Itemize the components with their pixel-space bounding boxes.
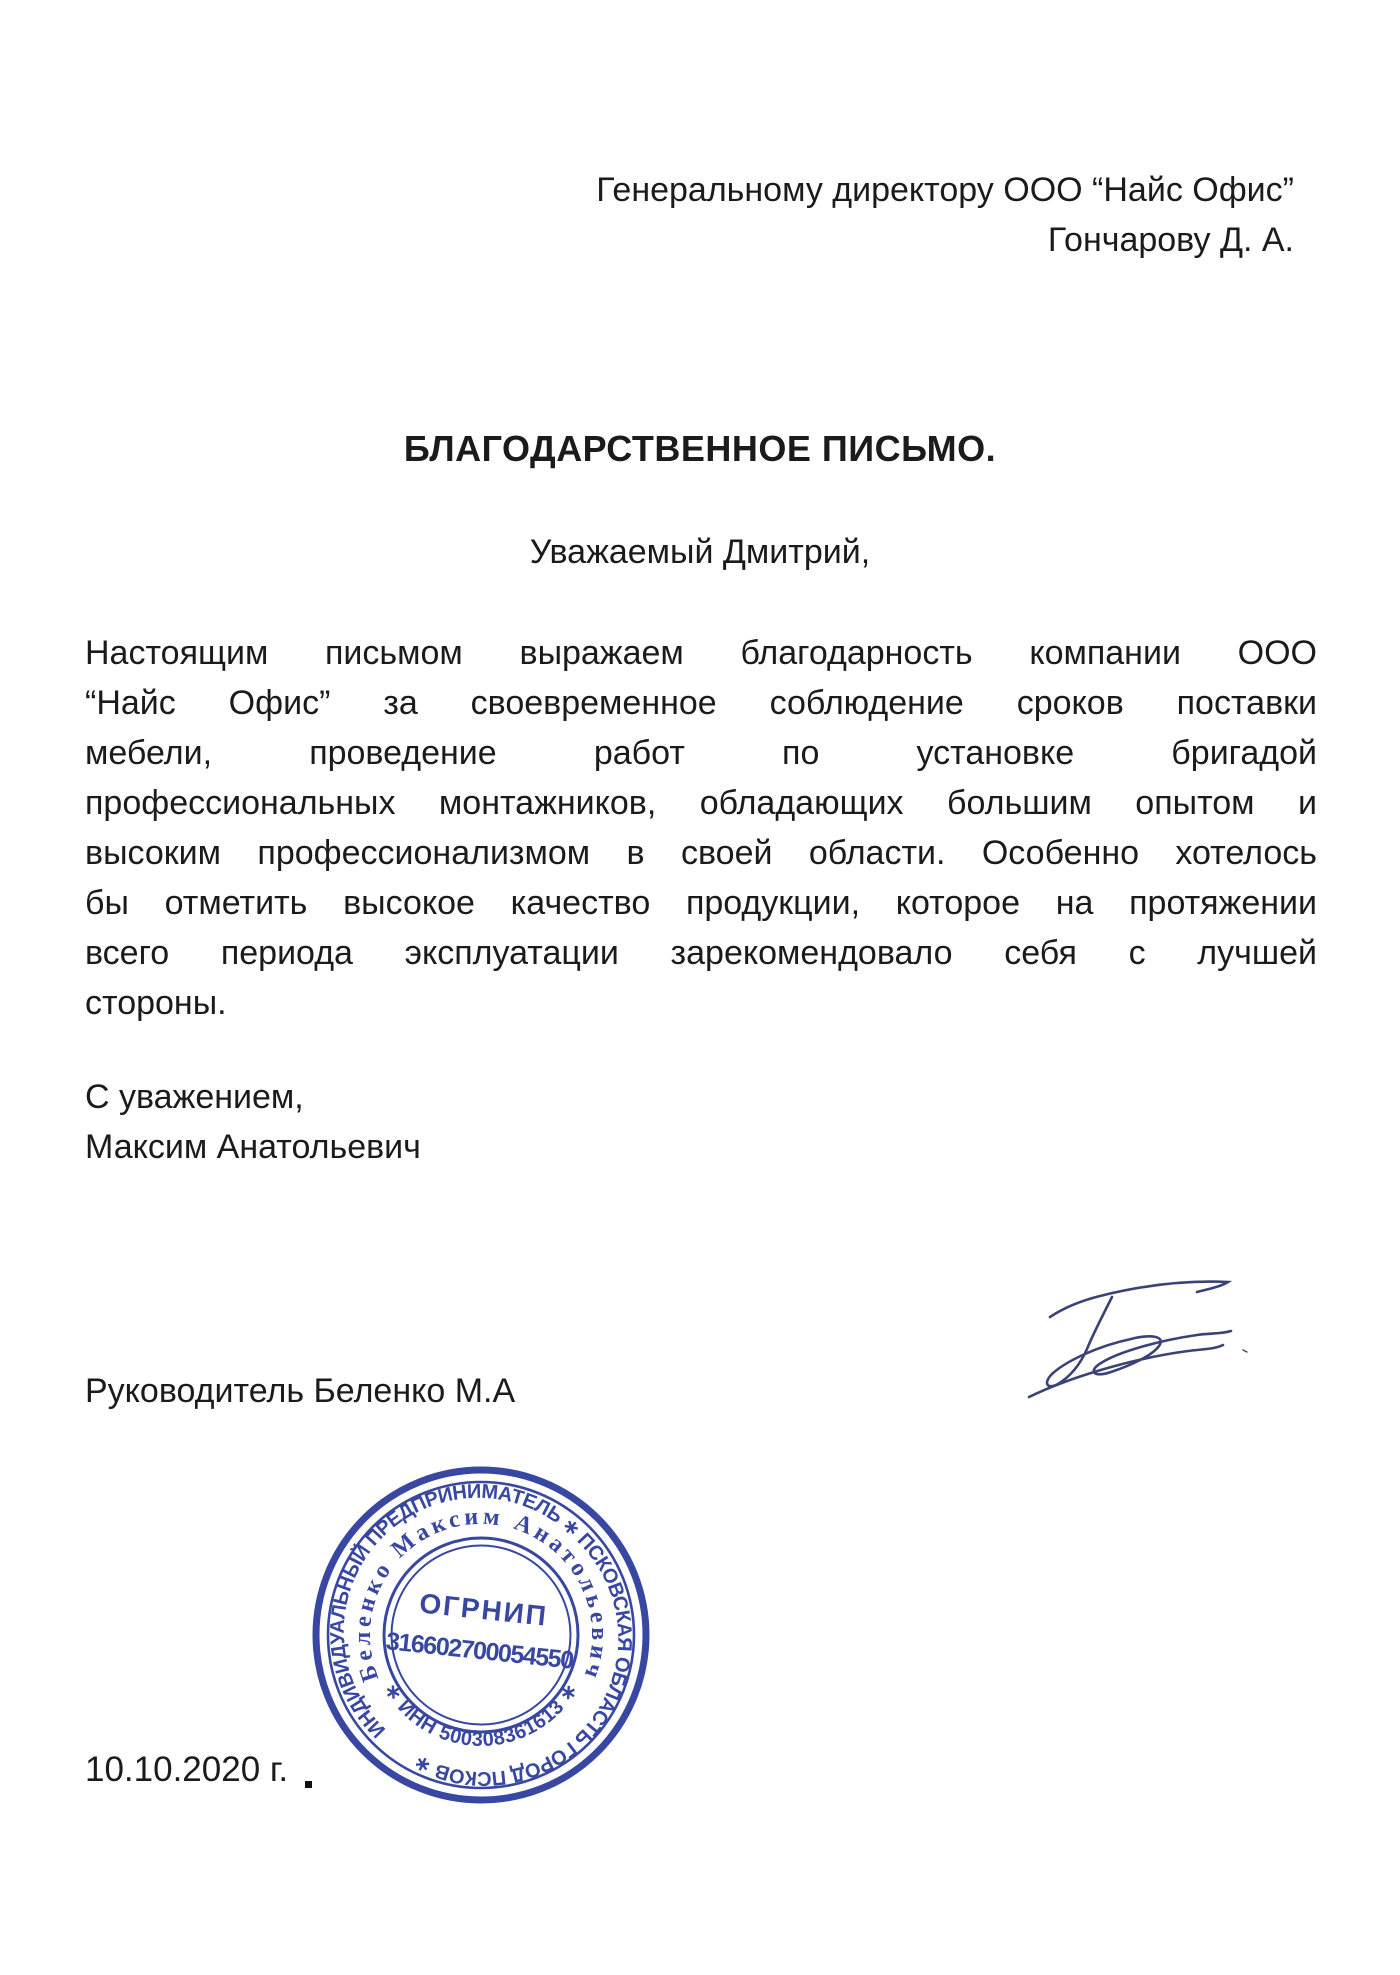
signature-stroke (1243, 1350, 1247, 1352)
signatory-line: Руководитель Беленко М.А (85, 1372, 516, 1410)
body-line: бы отметить высокое качество продукции, которое на протяжении (85, 884, 1317, 922)
letter-date: 10.10.2020 г. (85, 1750, 289, 1789)
closing-line-1: С уважением, (85, 1078, 304, 1116)
handwritten-signature (1000, 1255, 1260, 1405)
body-line: мебели, проведение работ по установке бригадой (85, 734, 1317, 772)
stamp-ogrnip-label: ОГРНИП (417, 1587, 550, 1632)
body-line: высоким профессионализмом в своей области. Особенно хотелось (85, 834, 1317, 872)
closing-block (85, 1072, 421, 1172)
recipient-line-2: Гончарову Д. А. (1047, 221, 1294, 259)
body-line: Настоящим письмом выражаем благодарность компании ООО (85, 634, 1317, 672)
closing-line-2: Максим Анатольевич (85, 1128, 421, 1166)
body-line: “Найс Офис” за своевременное соблюдение сроков поставки (85, 684, 1317, 722)
letter-title: БЛАГОДАРСТВЕННОЕ ПИСЬМО. (403, 428, 997, 469)
stamp-outer-ring-label: ИНДИВИДУАЛЬНЫЙ ПРЕДПРИНИМАТЕЛЬ ∗ ПСКОВСКАЯ ОБЛАСТЬ ГОРОД ПСКОВ ∗ (326, 1480, 636, 1790)
body-line: профессиональных монтажников, обладающих большим опытом и (85, 784, 1317, 822)
ink-speck (305, 1781, 312, 1788)
salutation: Уважаемый Дмитрий, (529, 533, 871, 571)
recipient-line-1: Генеральному директору ООО “Найс Офис” (596, 171, 1294, 209)
signature-stroke (1050, 1282, 1228, 1317)
recipient-block (596, 165, 1294, 265)
round-stamp (308, 1462, 654, 1808)
signature-stroke (1047, 1297, 1231, 1386)
letter-body (85, 628, 1317, 1028)
body-line: всего периода эксплуатации зарекомендовало себя с лучшей (85, 934, 1317, 972)
stamp-inn-label: ∗ ИНН 500308361613 ∗ (379, 1679, 583, 1752)
stamp-ogrnip-number: 316602700054550 (384, 1627, 575, 1675)
stamp-owner-name: Беленко Максим Анатольевич (349, 1503, 613, 1686)
body-line: стороны. (85, 984, 227, 1022)
